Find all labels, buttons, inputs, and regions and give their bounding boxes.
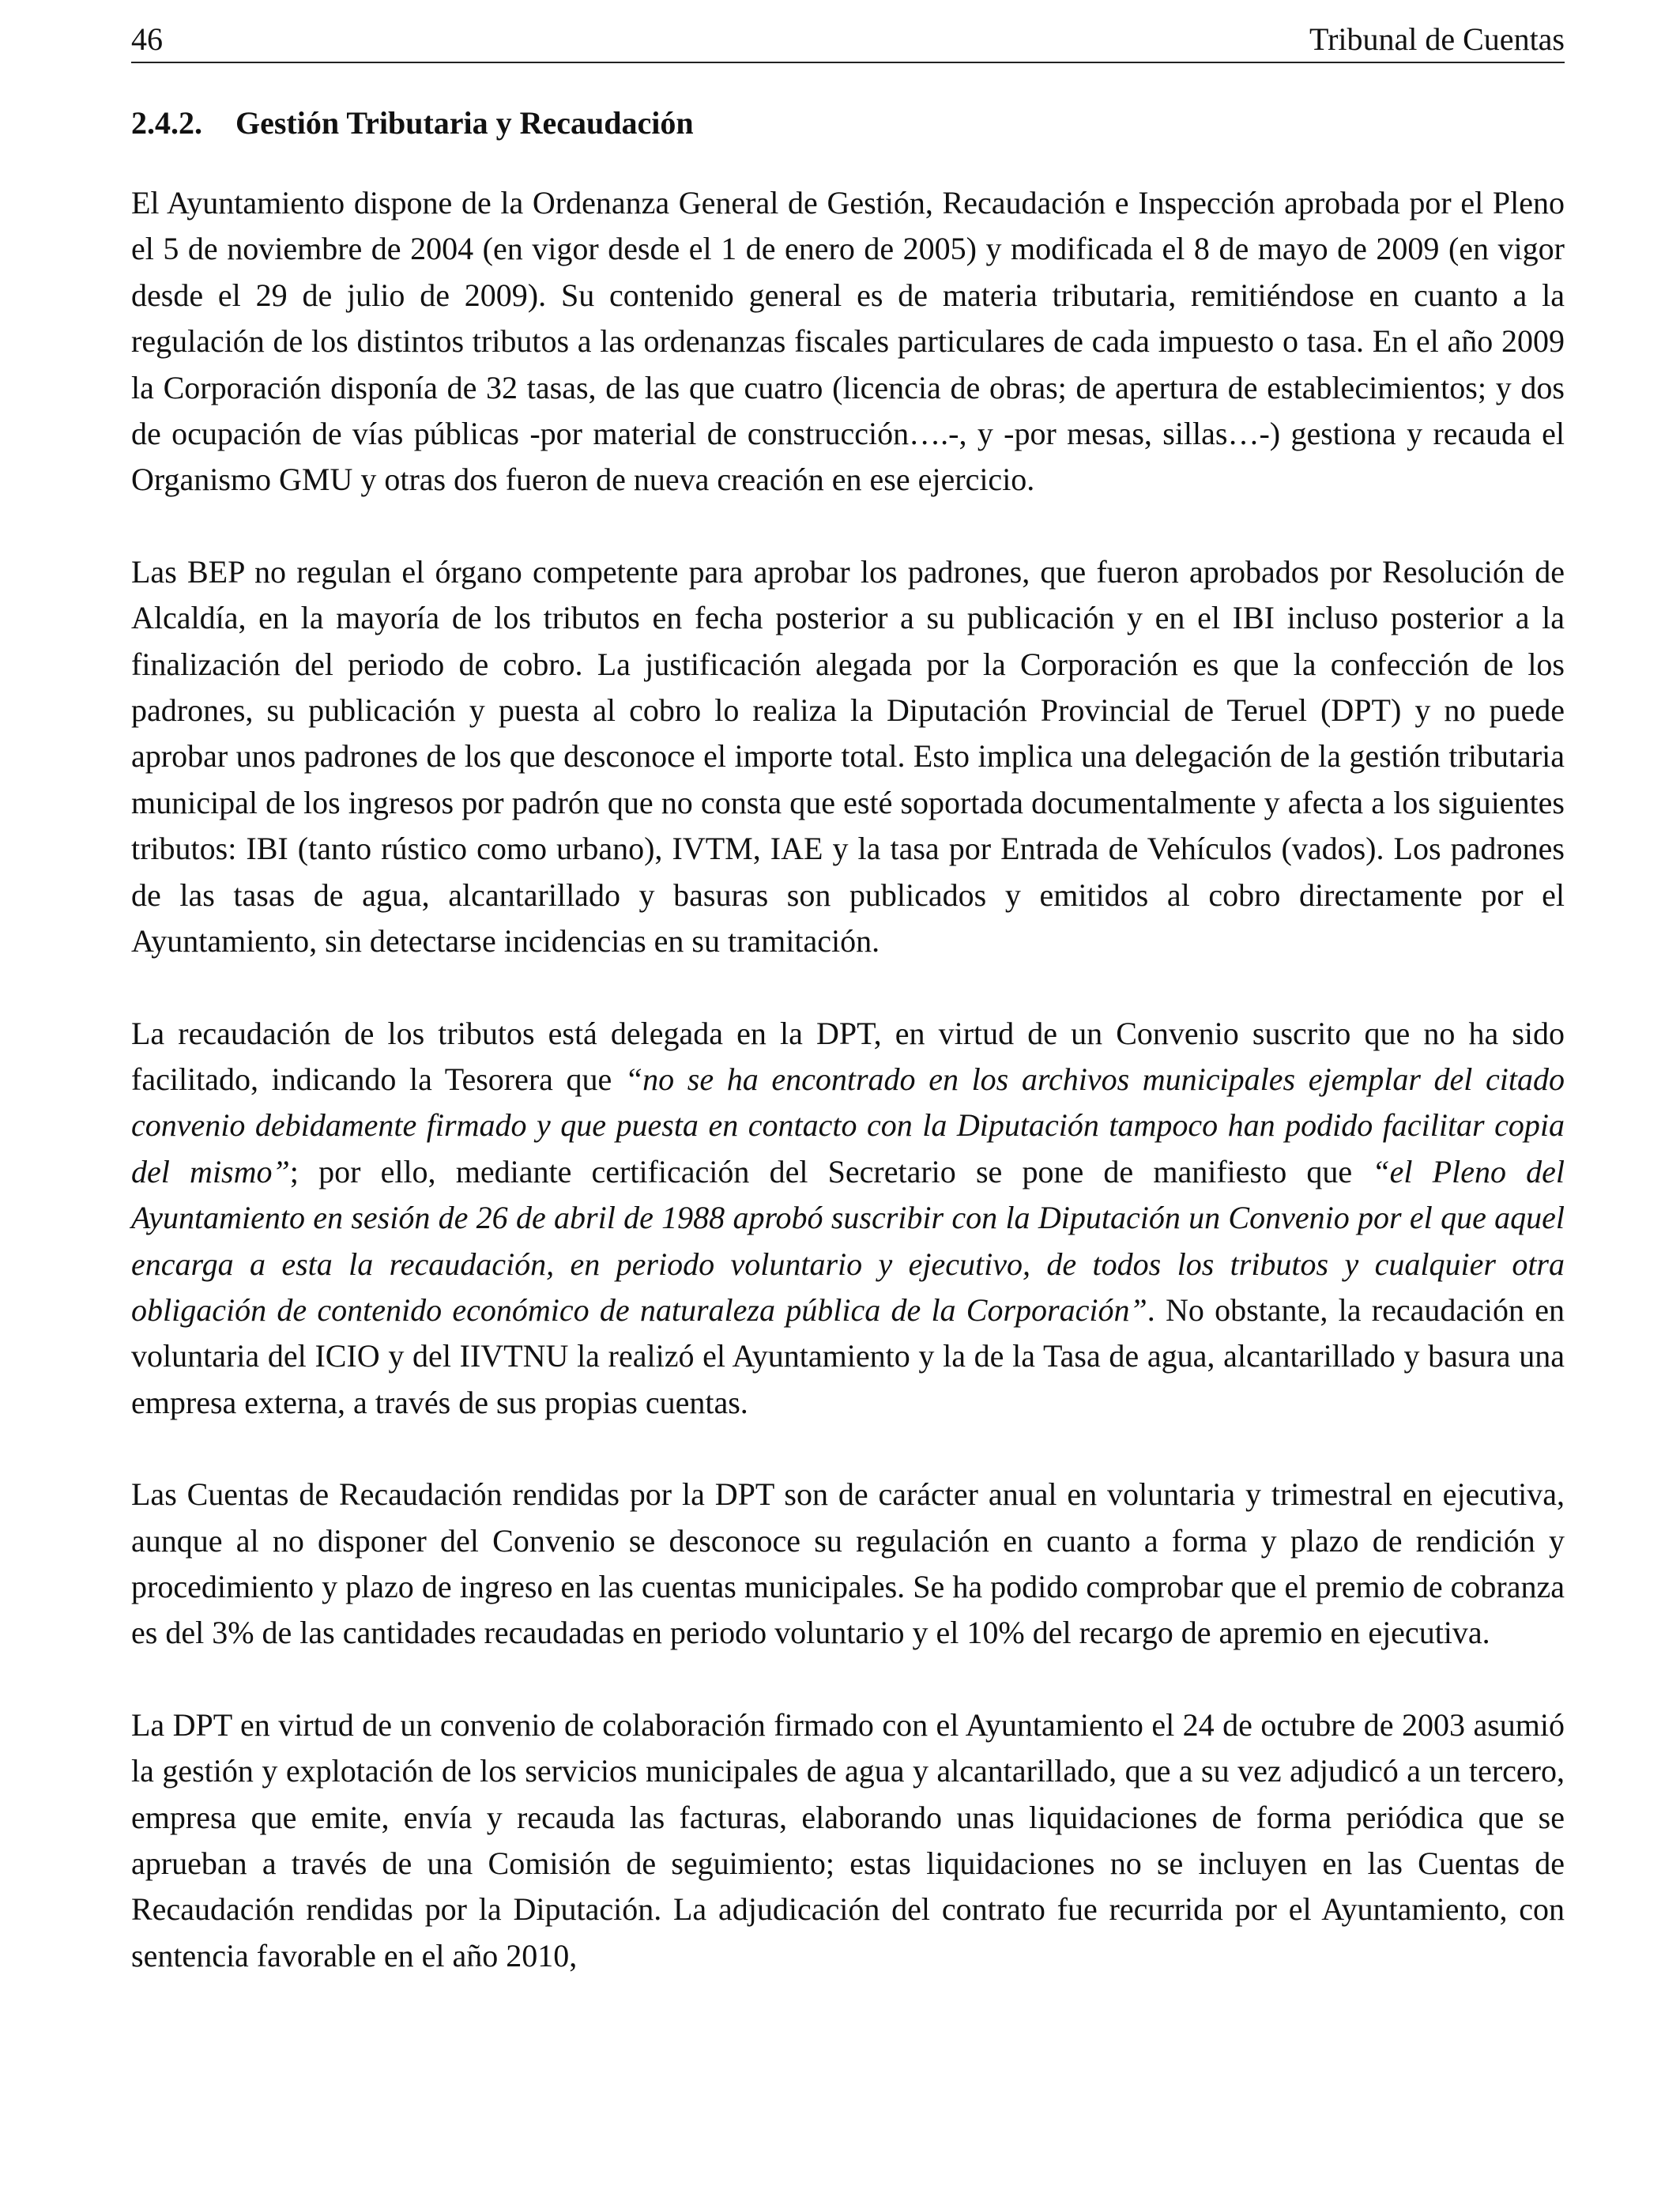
paragraph-ordenanza: El Ayuntamiento dispone de la Ordenanza General de Gestión, Recaudación e Inspección aprobada por el Pleno el 5 de noviembre de 2004 (en vigor desde el 1 de enero de 2005) y modificada el 8 de mayo de 2009 (en vigor desde el 29 de julio de 2009). Su contenido general es de materia tributaria, remitiéndose en cuanto a la regulación de los distintos tributos a las ordenanzas fiscales particulares de cada impuesto o tasa. En el año 2009 la Corporación disponía de 32 tasas, de las que cuatro (licencia de obras; de apertura de establecimientos; y dos de ocupación de vías públicas -por material de construcción….-, y -por mesas, sillas…-) gestiona y recauda el Organismo GMU y otras dos fueron de nueva creación en ese ejercicio. bbox=[131, 185, 1565, 498]
section-heading bbox=[131, 101, 694, 145]
paragraph-text: . No obstante, la recaudación en voluntaria del ICIO y del IIVTNU la realizó el Ayuntamiento y la de la Tasa de agua, alcantarillado y basura una empresa externa, a través de sus propias cuentas. bbox=[131, 1291, 1565, 1420]
quote-tesorera: “no se ha encontrado en los archivos municipales ejemplar del citado convenio debidamente firmado y que puesta en contacto con la Diputación tampoco han podido facilitar copia del mismo” bbox=[131, 1061, 1565, 1189]
section-title: Gestión Tributaria y Recaudación bbox=[235, 105, 694, 141]
quote-certificacion: “el Pleno del Ayuntamiento en sesión de 26 de abril de 1988 aprobó suscribir con la Diputación un Convenio por el que aquel encarga a esta la recaudación, en periodo voluntario y ejecutivo, de todos los tributos y cualquier otra obligación de contenido económico de naturaleza pública de la Corporación” bbox=[131, 1153, 1565, 1328]
paragraph-convenio-agua: La DPT en virtud de un convenio de colaboración firmado con el Ayuntamiento el 24 de octubre de 2003 asumió la gestión y explotación de los servicios municipales de agua y alcantarillado, que a su vez adjudicó a un tercero, empresa que emite, envía y recauda las facturas, elaborando unas liquidaciones de forma periódica que se aprueban a través de una Comisión de seguimiento; estas liquidaciones no se incluyen en las Cuentas de Recaudación rendidas por la Diputación. La adjudicación del contrato fue recurrida por el Ayuntamiento, con sentencia favorable en el año 2010, bbox=[131, 1706, 1565, 1973]
document-body bbox=[131, 180, 1565, 1979]
section-number: 2.4.2. bbox=[131, 105, 202, 141]
running-header bbox=[131, 17, 1565, 63]
document-page bbox=[131, 0, 1565, 2194]
header-title: Tribunal de Cuentas bbox=[1309, 21, 1565, 57]
paragraph-text: La recaudación de los tributos está delegada en la DPT, en virtud de un Convenio suscrito que no ha sido facilitado, indicando la Tesorera que bbox=[131, 1015, 1565, 1097]
paragraph-cuentas-recaudacion: Las Cuentas de Recaudación rendidas por la DPT son de carácter anual en voluntaria y trimestral en ejecutiva, aunque al no disponer del Convenio se desconoce su regulación en cuanto a forma y plazo de rendición y procedimiento y plazo de ingreso en las cuentas municipales. Se ha podido comprobar que el premio de cobranza es del 3% de las cantidades recaudadas en periodo voluntario y el 10% del recargo de apremio en ejecutiva. bbox=[131, 1476, 1565, 1651]
page-number: 46 bbox=[131, 21, 163, 57]
paragraph-padrones: Las BEP no regulan el órgano competente para aprobar los padrones, que fueron aprobados por Resolución de Alcaldía, en la mayoría de los tributos en fecha posterior a su publicación y en el IBI incluso posterior a la finalización del periodo de cobro. La justificación alegada por la Corporación es que la confección de los padrones, su publicación y puesta al cobro lo realiza la Diputación Provincial de Teruel (DPT) y no puede aprobar unos padrones de los que desconoce el importe total. Esto implica una delegación de la gestión tributaria municipal de los ingresos por padrón que no consta que esté soportada documentalmente y afecta a los siguientes tributos: IBI (tanto rústico como urbano), IVTM, IAE y la tasa por Entrada de Vehículos (vados). Los padrones de las tasas de agua, alcantarillado y basuras son publicados y emitidos al cobro directamente por el Ayuntamiento, sin detectarse incidencias en su tramitación. bbox=[131, 553, 1565, 959]
paragraph-text: ; por ello, mediante certificación del Secretario se pone de manifiesto que bbox=[289, 1153, 1373, 1189]
paragraph-recaudacion-delegada bbox=[131, 1011, 1565, 1427]
